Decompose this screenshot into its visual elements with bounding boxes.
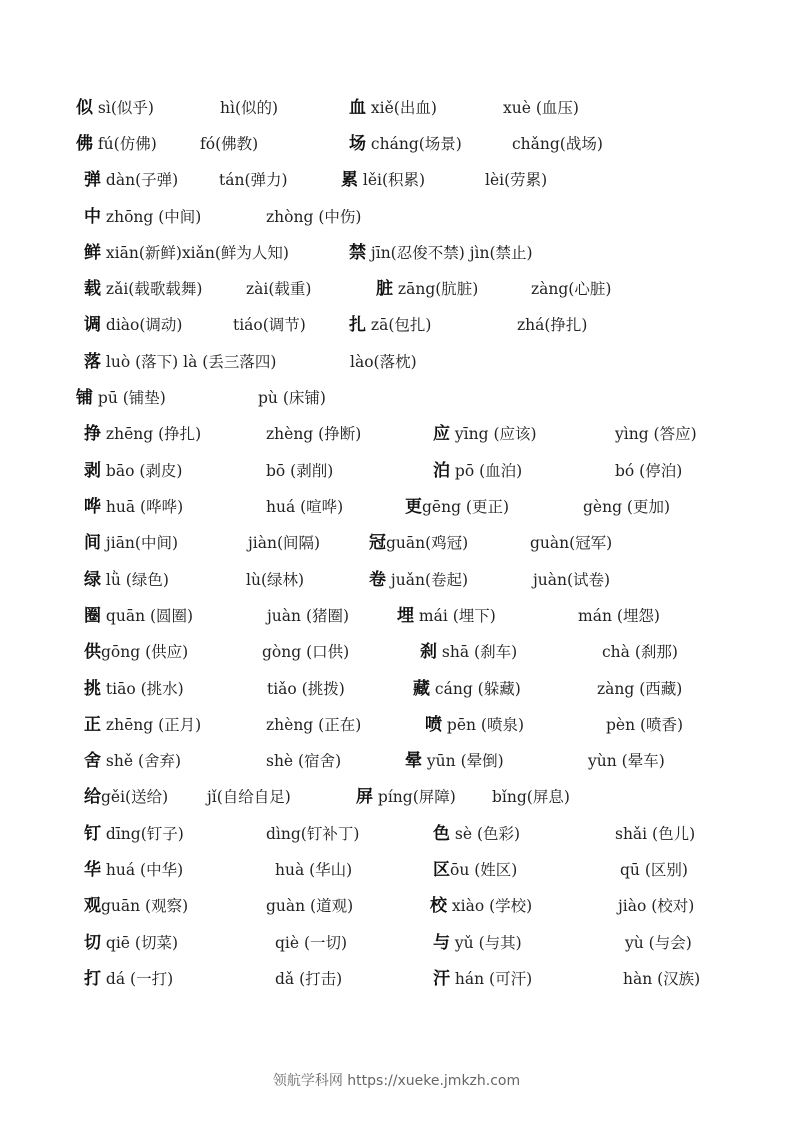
pinyin-entry bbox=[267, 603, 349, 629]
pinyin-entry bbox=[84, 276, 202, 302]
pinyin-reading: ōu (姓区) bbox=[450, 861, 518, 879]
pinyin-reading: pù (床铺) bbox=[258, 389, 326, 407]
pinyin-reading: sè (色彩) bbox=[450, 825, 521, 843]
pinyin-reading: zhá(挣扎) bbox=[517, 316, 588, 334]
pinyin-entry bbox=[588, 748, 665, 774]
entry-row bbox=[0, 639, 793, 665]
entry-row bbox=[0, 167, 793, 193]
pinyin-entry bbox=[275, 930, 347, 956]
polyphonic-character: 铺 bbox=[76, 388, 93, 408]
pinyin-entry bbox=[76, 385, 166, 411]
pinyin-reading: juǎn(卷起) bbox=[386, 571, 469, 589]
polyphonic-character: 刹 bbox=[420, 642, 437, 662]
polyphonic-character: 间 bbox=[84, 533, 101, 553]
pinyin-entry bbox=[84, 530, 178, 556]
pinyin-reading: yùn (晕车) bbox=[588, 752, 665, 770]
pinyin-entry bbox=[420, 639, 517, 665]
polyphonic-character: 挣 bbox=[84, 424, 101, 444]
pinyin-entry bbox=[84, 748, 181, 774]
pinyin-entry bbox=[84, 639, 188, 665]
pinyin-entry bbox=[350, 349, 417, 375]
pinyin-entry bbox=[433, 421, 537, 447]
pinyin-entry bbox=[84, 312, 182, 338]
pinyin-entry bbox=[425, 712, 524, 738]
pinyin-entry bbox=[267, 676, 345, 702]
entry-row bbox=[0, 276, 793, 302]
pinyin-reading: huá (喧哗) bbox=[266, 498, 344, 516]
entry-row bbox=[0, 131, 793, 157]
pinyin-reading: zāng(肮脏) bbox=[393, 280, 479, 298]
polyphonic-character: 圈 bbox=[84, 606, 101, 626]
pinyin-entry bbox=[405, 748, 504, 774]
pinyin-entry bbox=[84, 603, 193, 629]
pinyin-reading: dīng(钉子) bbox=[101, 825, 184, 843]
pinyin-reading: guàn (道观) bbox=[266, 897, 354, 915]
pinyin-entry bbox=[84, 204, 201, 230]
pinyin-reading: huā (哗哗) bbox=[101, 498, 184, 516]
pinyin-reading: mán (埋怨) bbox=[578, 607, 660, 625]
polyphonic-character: 冠 bbox=[369, 533, 386, 553]
polyphonic-character: 埋 bbox=[397, 606, 414, 626]
pinyin-reading: shè (宿舍) bbox=[266, 752, 342, 770]
pinyin-reading: zhēng (挣扎) bbox=[101, 425, 202, 443]
pinyin-reading: xiào (学校) bbox=[447, 897, 533, 915]
pinyin-entry bbox=[349, 240, 533, 266]
entry-row bbox=[0, 458, 793, 484]
entry-row bbox=[0, 603, 793, 629]
entry-row bbox=[0, 930, 793, 956]
pinyin-entry bbox=[258, 385, 326, 411]
pinyin-reading: gòng (口供) bbox=[262, 643, 350, 661]
pinyin-reading: qiè (一切) bbox=[275, 934, 348, 952]
pinyin-entry bbox=[84, 821, 184, 847]
pinyin-reading: mái (埋下) bbox=[414, 607, 496, 625]
pinyin-entry bbox=[233, 312, 306, 338]
pinyin-reading: jiào (校对) bbox=[618, 897, 695, 915]
pinyin-entry bbox=[84, 857, 183, 883]
pinyin-entry bbox=[275, 966, 342, 992]
pinyin-reading: zhòng (中伤) bbox=[266, 208, 362, 226]
polyphonic-character: 剥 bbox=[84, 461, 101, 481]
pinyin-entry bbox=[615, 421, 697, 447]
pinyin-entry bbox=[84, 421, 201, 447]
polyphonic-character: 汗 bbox=[433, 969, 450, 989]
pinyin-reading: bó (停泊) bbox=[615, 462, 683, 480]
footer-watermark: 领航学科网 https://xueke.jmkzh.com bbox=[272, 1073, 521, 1089]
entry-row bbox=[0, 748, 793, 774]
polyphonic-character: 切 bbox=[84, 933, 101, 953]
polyphonic-character: 中 bbox=[84, 207, 101, 227]
entry-row bbox=[0, 349, 793, 375]
pinyin-entry bbox=[369, 567, 468, 593]
pinyin-reading: gēng (更正) bbox=[422, 498, 510, 516]
polyphonic-character: 脏 bbox=[376, 279, 393, 299]
pinyin-entry bbox=[433, 458, 522, 484]
pinyin-reading: huà (华山) bbox=[275, 861, 353, 879]
pinyin-entry bbox=[246, 567, 304, 593]
pinyin-reading: zǎi(载歌载舞) bbox=[101, 280, 203, 298]
pinyin-entry bbox=[275, 857, 352, 883]
polyphonic-character: 藏 bbox=[413, 679, 430, 699]
polyphonic-character: 佛 bbox=[76, 134, 93, 154]
pinyin-reading: cáng (躲藏) bbox=[430, 680, 521, 698]
pinyin-reading: jiān(中间) bbox=[101, 534, 179, 552]
pinyin-reading: cháng(场景) bbox=[366, 135, 462, 153]
pinyin-entry bbox=[266, 204, 361, 230]
polyphonic-character: 累 bbox=[341, 170, 358, 190]
pinyin-entry bbox=[620, 857, 688, 883]
pinyin-entry bbox=[246, 276, 311, 302]
pinyin-reading: zhōng (中间) bbox=[101, 208, 202, 226]
pinyin-entry bbox=[597, 676, 682, 702]
polyphonic-character: 绿 bbox=[84, 570, 101, 590]
pinyin-entry bbox=[266, 893, 353, 919]
pinyin-reading: yīng (应该) bbox=[450, 425, 537, 443]
pinyin-reading: zàng(心脏) bbox=[531, 280, 612, 298]
polyphonic-character: 泊 bbox=[433, 461, 450, 481]
pinyin-reading: pō (血泊) bbox=[450, 462, 523, 480]
polyphonic-character: 卷 bbox=[369, 570, 386, 590]
pinyin-entry bbox=[625, 930, 692, 956]
pinyin-entry bbox=[84, 784, 168, 810]
entry-row bbox=[0, 712, 793, 738]
pinyin-reading: guān(鸡冠) bbox=[386, 534, 469, 552]
pinyin-reading: lǜ (绿色) bbox=[101, 571, 169, 589]
pinyin-reading: pēn (喷泉) bbox=[442, 716, 525, 734]
entry-row bbox=[0, 530, 793, 556]
pinyin-entry bbox=[200, 131, 258, 157]
pinyin-entry bbox=[84, 712, 201, 738]
polyphonic-character: 色 bbox=[433, 824, 450, 844]
polyphonic-character: 哗 bbox=[84, 497, 101, 517]
pinyin-entry bbox=[602, 639, 678, 665]
polyphonic-character: 校 bbox=[430, 896, 447, 916]
pinyin-reading: qiē (切菜) bbox=[101, 934, 179, 952]
pinyin-reading: dá (一打) bbox=[101, 970, 174, 988]
pinyin-reading: zài(载重) bbox=[246, 280, 312, 298]
pinyin-reading: zhēng (正月) bbox=[101, 716, 202, 734]
pinyin-reading: qū (区别) bbox=[620, 861, 688, 879]
pinyin-entry bbox=[530, 530, 612, 556]
pinyin-entry bbox=[433, 966, 532, 992]
pinyin-reading: tiǎo (挑拨) bbox=[267, 680, 345, 698]
pinyin-entry bbox=[84, 494, 183, 520]
pinyin-reading: gèng (更加) bbox=[583, 498, 671, 516]
pinyin-entry bbox=[84, 893, 188, 919]
entry-row bbox=[0, 821, 793, 847]
pinyin-entry bbox=[533, 567, 610, 593]
pinyin-entry bbox=[341, 167, 425, 193]
polyphonic-character: 舍 bbox=[84, 751, 101, 771]
polyphonic-character: 禁 bbox=[349, 243, 366, 263]
pinyin-entry bbox=[356, 784, 456, 810]
pinyin-reading: luò (落下) là (丢三落四) bbox=[101, 353, 277, 371]
pinyin-entry bbox=[262, 639, 349, 665]
entry-row bbox=[0, 857, 793, 883]
pinyin-reading: zhèng (挣断) bbox=[266, 425, 362, 443]
pinyin-entry bbox=[397, 603, 496, 629]
pinyin-entry bbox=[531, 276, 611, 302]
entry-row bbox=[0, 966, 793, 992]
pinyin-entry bbox=[220, 95, 278, 121]
pinyin-reading: lào(落枕) bbox=[350, 353, 417, 371]
pinyin-entry bbox=[369, 530, 468, 556]
pinyin-reading: huá (中华) bbox=[101, 861, 184, 879]
pinyin-reading: jiàn(间隔) bbox=[248, 534, 321, 552]
pinyin-reading: sì(似乎) bbox=[93, 99, 154, 117]
pinyin-reading: fó(佛教) bbox=[200, 135, 259, 153]
pinyin-entry bbox=[76, 131, 157, 157]
polyphonic-character: 屏 bbox=[356, 787, 373, 807]
pinyin-reading: yù (与会) bbox=[625, 934, 692, 952]
pinyin-entry bbox=[430, 893, 532, 919]
polyphonic-character: 钉 bbox=[84, 824, 101, 844]
pinyin-reading: diào(调动) bbox=[101, 316, 183, 334]
pinyin-reading: lèi(劳累) bbox=[485, 171, 548, 189]
pinyin-reading: tán(弹力) bbox=[219, 171, 288, 189]
pinyin-entry bbox=[578, 603, 660, 629]
pinyin-entry bbox=[266, 712, 361, 738]
pinyin-reading: dǎ (打击) bbox=[275, 970, 343, 988]
pinyin-entry bbox=[517, 312, 587, 338]
entry-row bbox=[0, 385, 793, 411]
polyphonic-character: 调 bbox=[84, 315, 101, 335]
entry-row bbox=[0, 240, 793, 266]
pinyin-reading: yūn (晕倒) bbox=[422, 752, 504, 770]
pinyin-entry bbox=[623, 966, 700, 992]
polyphonic-character: 喷 bbox=[425, 715, 442, 735]
pinyin-reading: gōng (供应) bbox=[101, 643, 189, 661]
pinyin-reading: dàn(子弹) bbox=[101, 171, 179, 189]
pinyin-reading: chǎng(战场) bbox=[512, 135, 603, 153]
polyphonic-character: 给 bbox=[84, 787, 101, 807]
polyphonic-character: 血 bbox=[349, 98, 366, 118]
pinyin-entry bbox=[84, 966, 173, 992]
pinyin-reading: shě (舍弃) bbox=[101, 752, 182, 770]
pinyin-reading: hàn (汉族) bbox=[623, 970, 701, 988]
polyphonic-character: 落 bbox=[84, 352, 101, 372]
pinyin-entry bbox=[84, 930, 178, 956]
pinyin-reading: jīn(忍俊不禁) jìn(禁止) bbox=[366, 244, 533, 262]
pinyin-reading: guàn(冠军) bbox=[530, 534, 613, 552]
pinyin-entry bbox=[606, 712, 683, 738]
pinyin-reading: chà (刹那) bbox=[602, 643, 678, 661]
polyphonic-character: 应 bbox=[433, 424, 450, 444]
polyphonic-character: 鲜 bbox=[84, 243, 101, 263]
polyphonic-character: 更 bbox=[405, 497, 422, 517]
entry-row bbox=[0, 312, 793, 338]
pinyin-entry bbox=[433, 857, 517, 883]
pinyin-reading: bǐng(屏息) bbox=[492, 788, 570, 806]
pinyin-reading: lěi(积累) bbox=[358, 171, 426, 189]
pinyin-entry bbox=[349, 131, 462, 157]
pinyin-entry bbox=[266, 458, 333, 484]
pinyin-entry bbox=[84, 458, 182, 484]
pinyin-reading: zhèng (正在) bbox=[266, 716, 362, 734]
polyphonic-character: 供 bbox=[84, 642, 101, 662]
pinyin-entry bbox=[84, 167, 178, 193]
polyphonic-character: 弹 bbox=[84, 170, 101, 190]
pinyin-entry bbox=[583, 494, 670, 520]
pinyin-reading: bō (剥削) bbox=[266, 462, 334, 480]
pinyin-reading: pèn (喷香) bbox=[606, 716, 684, 734]
entry-row bbox=[0, 567, 793, 593]
pinyin-entry bbox=[84, 567, 169, 593]
polyphonic-character: 打 bbox=[84, 969, 101, 989]
pinyin-entry bbox=[349, 95, 437, 121]
polyphonic-character: 正 bbox=[84, 715, 101, 735]
pinyin-reading: fú(仿佛) bbox=[93, 135, 157, 153]
pinyin-entry bbox=[84, 240, 289, 266]
polyphonic-character: 载 bbox=[84, 279, 101, 299]
pinyin-entry bbox=[512, 131, 603, 157]
polyphonic-character: 似 bbox=[76, 98, 93, 118]
pinyin-entry bbox=[615, 821, 695, 847]
entry-row bbox=[0, 893, 793, 919]
entry-row bbox=[0, 784, 793, 810]
pinyin-reading: zā(包扎) bbox=[366, 316, 432, 334]
pinyin-reading: juàn (猪圈) bbox=[267, 607, 350, 625]
entry-row bbox=[0, 494, 793, 520]
pinyin-entry bbox=[485, 167, 547, 193]
polyphonic-character: 挑 bbox=[84, 679, 101, 699]
pinyin-entry bbox=[615, 458, 682, 484]
polyphonic-character: 晕 bbox=[405, 751, 422, 771]
pinyin-entry bbox=[219, 167, 288, 193]
pinyin-reading: pū (铺垫) bbox=[93, 389, 166, 407]
pinyin-reading: xiān(新鲜)xiǎn(鲜为人知) bbox=[101, 244, 289, 262]
pinyin-entry bbox=[349, 312, 431, 338]
pinyin-reading: tiáo(调节) bbox=[233, 316, 306, 334]
pinyin-entry bbox=[405, 494, 509, 520]
pinyin-reading: bāo (剥皮) bbox=[101, 462, 183, 480]
polyphonic-character: 扎 bbox=[349, 315, 366, 335]
polyphonic-character: 场 bbox=[349, 134, 366, 154]
pinyin-entry bbox=[248, 530, 320, 556]
pinyin-entry bbox=[76, 95, 154, 121]
pinyin-entry bbox=[266, 421, 361, 447]
pinyin-entry bbox=[503, 95, 579, 121]
pinyin-reading: quān (圆圈) bbox=[101, 607, 194, 625]
pinyin-reading: juàn(试卷) bbox=[533, 571, 611, 589]
pinyin-reading: xiě(出血) bbox=[366, 99, 437, 117]
entry-row bbox=[0, 95, 793, 121]
pinyin-reading: yǔ (与其) bbox=[450, 934, 522, 952]
pinyin-reading: shā (刹车) bbox=[437, 643, 518, 661]
entry-row bbox=[0, 421, 793, 447]
pinyin-reading: guān (观察) bbox=[101, 897, 189, 915]
pinyin-entry bbox=[433, 821, 520, 847]
pinyin-reading: xuè (血压) bbox=[503, 99, 579, 117]
pinyin-entry bbox=[266, 821, 359, 847]
pinyin-reading: lù(绿林) bbox=[246, 571, 305, 589]
pinyin-reading: shǎi (色儿) bbox=[615, 825, 696, 843]
pinyin-reading: píng(屏障) bbox=[373, 788, 456, 806]
entry-row bbox=[0, 676, 793, 702]
polyphonic-character: 观 bbox=[84, 896, 101, 916]
pinyin-entry bbox=[492, 784, 570, 810]
pinyin-reading: hán (可汗) bbox=[450, 970, 533, 988]
pinyin-reading: dìng(钉补丁) bbox=[266, 825, 360, 843]
pinyin-reading: jǐ(自给自足) bbox=[207, 788, 291, 806]
pinyin-reading: yìng (答应) bbox=[615, 425, 697, 443]
entry-row bbox=[0, 204, 793, 230]
pinyin-entry bbox=[207, 784, 291, 810]
polyphonic-character: 与 bbox=[433, 933, 450, 953]
polyphonic-character: 区 bbox=[433, 860, 450, 880]
pinyin-entry bbox=[618, 893, 694, 919]
pinyin-reading: tiāo (挑水) bbox=[101, 680, 184, 698]
pinyin-entry bbox=[433, 930, 522, 956]
pinyin-reading: hì(似的) bbox=[220, 99, 279, 117]
pinyin-reading: zàng (西藏) bbox=[597, 680, 683, 698]
pinyin-entry bbox=[84, 676, 184, 702]
pinyin-entry bbox=[413, 676, 521, 702]
pinyin-entry bbox=[376, 276, 478, 302]
pinyin-reading: gěi(送给) bbox=[101, 788, 169, 806]
pinyin-entry bbox=[266, 748, 341, 774]
polyphonic-character: 华 bbox=[84, 860, 101, 880]
pinyin-entry bbox=[84, 349, 276, 375]
pinyin-entry bbox=[266, 494, 343, 520]
